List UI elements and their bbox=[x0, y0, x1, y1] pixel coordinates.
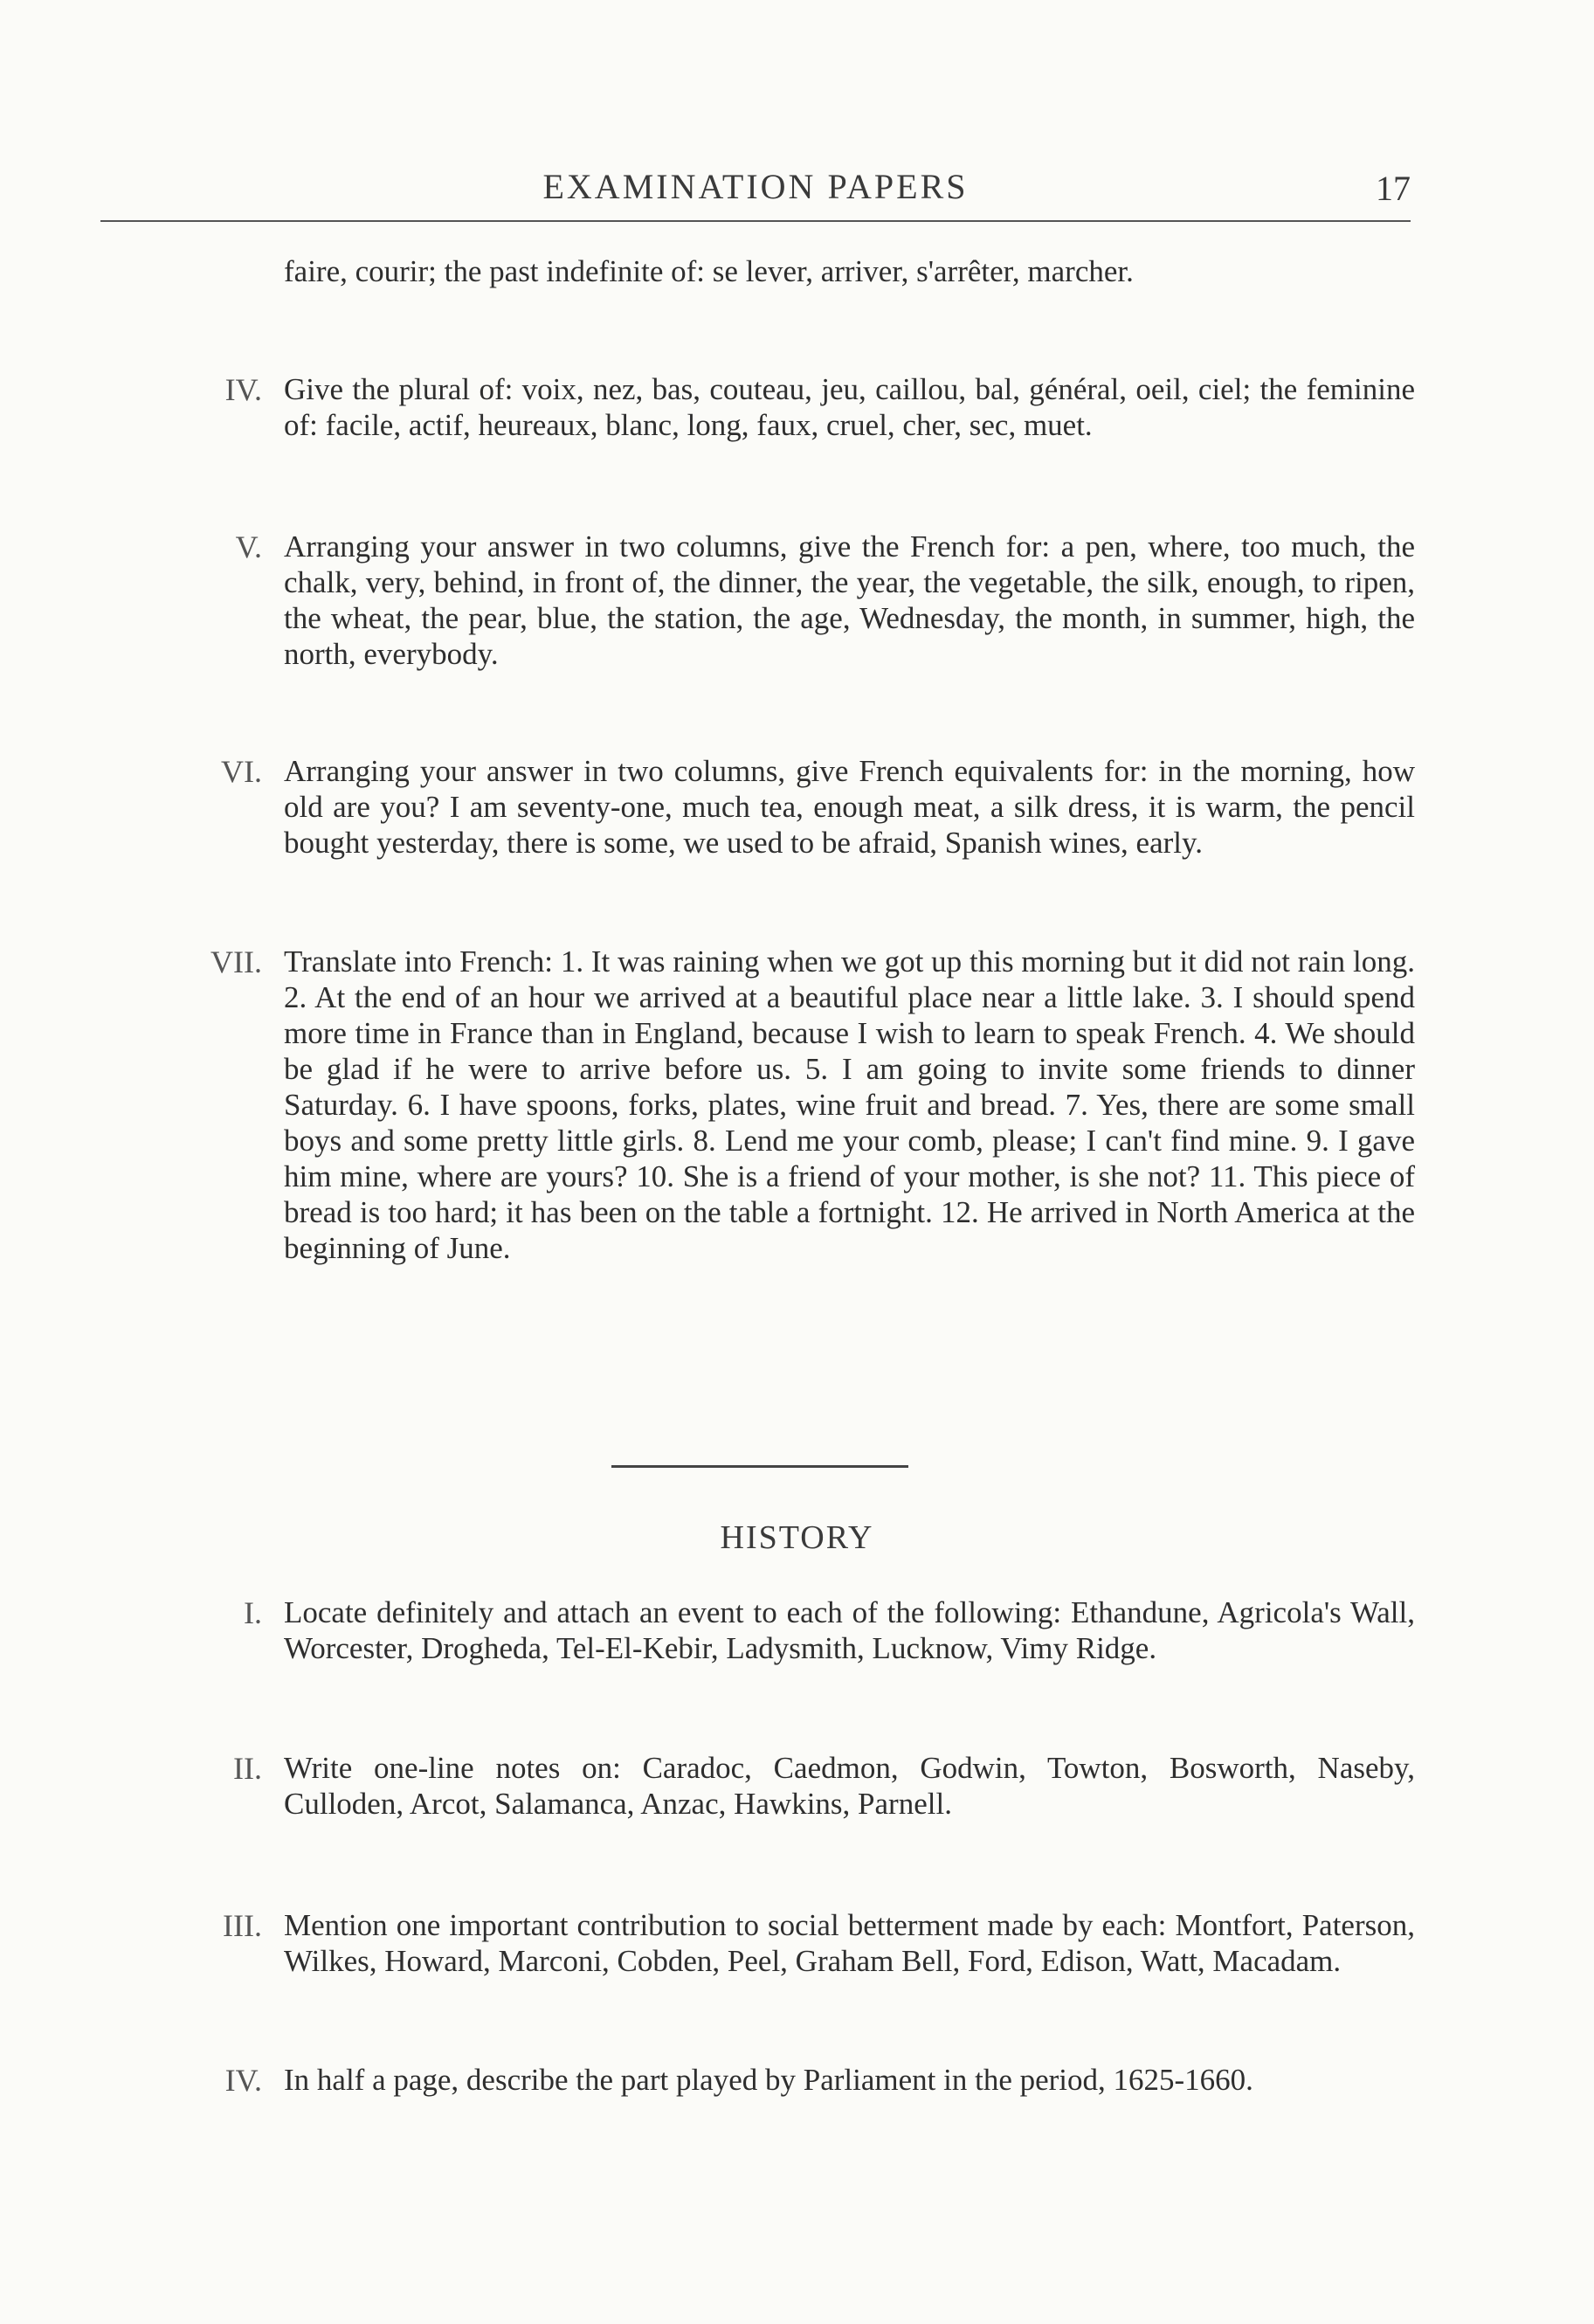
question-text: Arranging your answer in two columns, give the French for: a pen, where, too much, the chalk, very, behind, in front of, the dinner, the year, the vegetable, the silk, enough, to ripen, the wheat, the pear, blue, the station, the age, Wednesday, the month, in summer, high, the north, everybody. bbox=[284, 529, 1415, 671]
question-numeral: II. bbox=[233, 1751, 262, 1786]
question-text: Write one-line notes on: Caradoc, Caedmon, Godwin, Towton, Bosworth, Naseby, Culloden, Arcot, Salamanca, Anzac, Hawkins, Parnell. bbox=[284, 1751, 1415, 1821]
question-text: Translate into French: 1. It was raining when we got up this morning but it did not rain long. 2. At the end of an hour we arrived at a beautiful place near a little lake. 3. I should spend more time in France than in England, because I wish to learn to speak French. 4. We should be glad if he were to arrive before us. 5. I am going to invite some friends to dinner Saturday. 6. I have spoons, forks, plates, wine fruit and bread. 7. Yes, there are some small boys and some pretty little girls. 8. Lend me your comb, please; I can't find mine. 9. I gave him mine, where are yours? 10. She is a friend of your mother, is she not? 11. This piece of bread is too hard; it has been on the table a fortnight. 12. He arrived in North America at the beginning of June. bbox=[284, 944, 1415, 1265]
question-numeral: III. bbox=[223, 1908, 262, 1943]
continuation-text: faire, courir; the past indefinite of: se lever, arriver, s'arrêter, marcher. bbox=[284, 254, 1134, 288]
question-text: Arranging your answer in two columns, give French equivalents for: in the morning, how old are you? I am seventy-one, much tea, enough meat, a silk dress, it is warm, the pencil bought yesterday, there is some, we used to be afraid, Spanish wines, early. bbox=[284, 754, 1415, 860]
question-numeral: IV. bbox=[224, 372, 262, 407]
question-text: Mention one important contribution to social betterment made by each: Montfort, Paterson, Wilkes, Howard, Marconi, Cobden, Peel, Graham Bell, Ford, Edison, Watt, Macadam. bbox=[284, 1908, 1415, 1978]
header-rule bbox=[100, 220, 1411, 222]
section-divider bbox=[611, 1465, 908, 1468]
question-numeral: I. bbox=[244, 1595, 262, 1630]
question-text: Locate definitely and attach an event to each of the following: Ethandune, Agricola's Wall, Worcester, Drogheda, Tel-El-Kebir, Ladysmith, Lucknow, Vimy Ridge. bbox=[284, 1595, 1415, 1665]
question-numeral: VI. bbox=[221, 754, 262, 789]
question-numeral: IV. bbox=[224, 2063, 262, 2098]
question-numeral: V. bbox=[235, 529, 262, 564]
question-text: In half a page, describe the part played by Parliament in the period, 1625-1660. bbox=[284, 2063, 1253, 2097]
question-numeral: VII. bbox=[210, 944, 262, 979]
header-title: EXAMINATION PAPERS bbox=[542, 167, 969, 206]
section-title-history: HISTORY bbox=[720, 1519, 874, 1556]
page-number: 17 bbox=[1376, 169, 1411, 208]
question-text: Give the plural of: voix, nez, bas, couteau, jeu, caillou, bal, général, oeil, ciel; the feminine of: facile, actif, heureaux, blanc, long, faux, cruel, cher, sec, muet. bbox=[284, 372, 1415, 442]
running-header bbox=[100, 166, 1411, 218]
